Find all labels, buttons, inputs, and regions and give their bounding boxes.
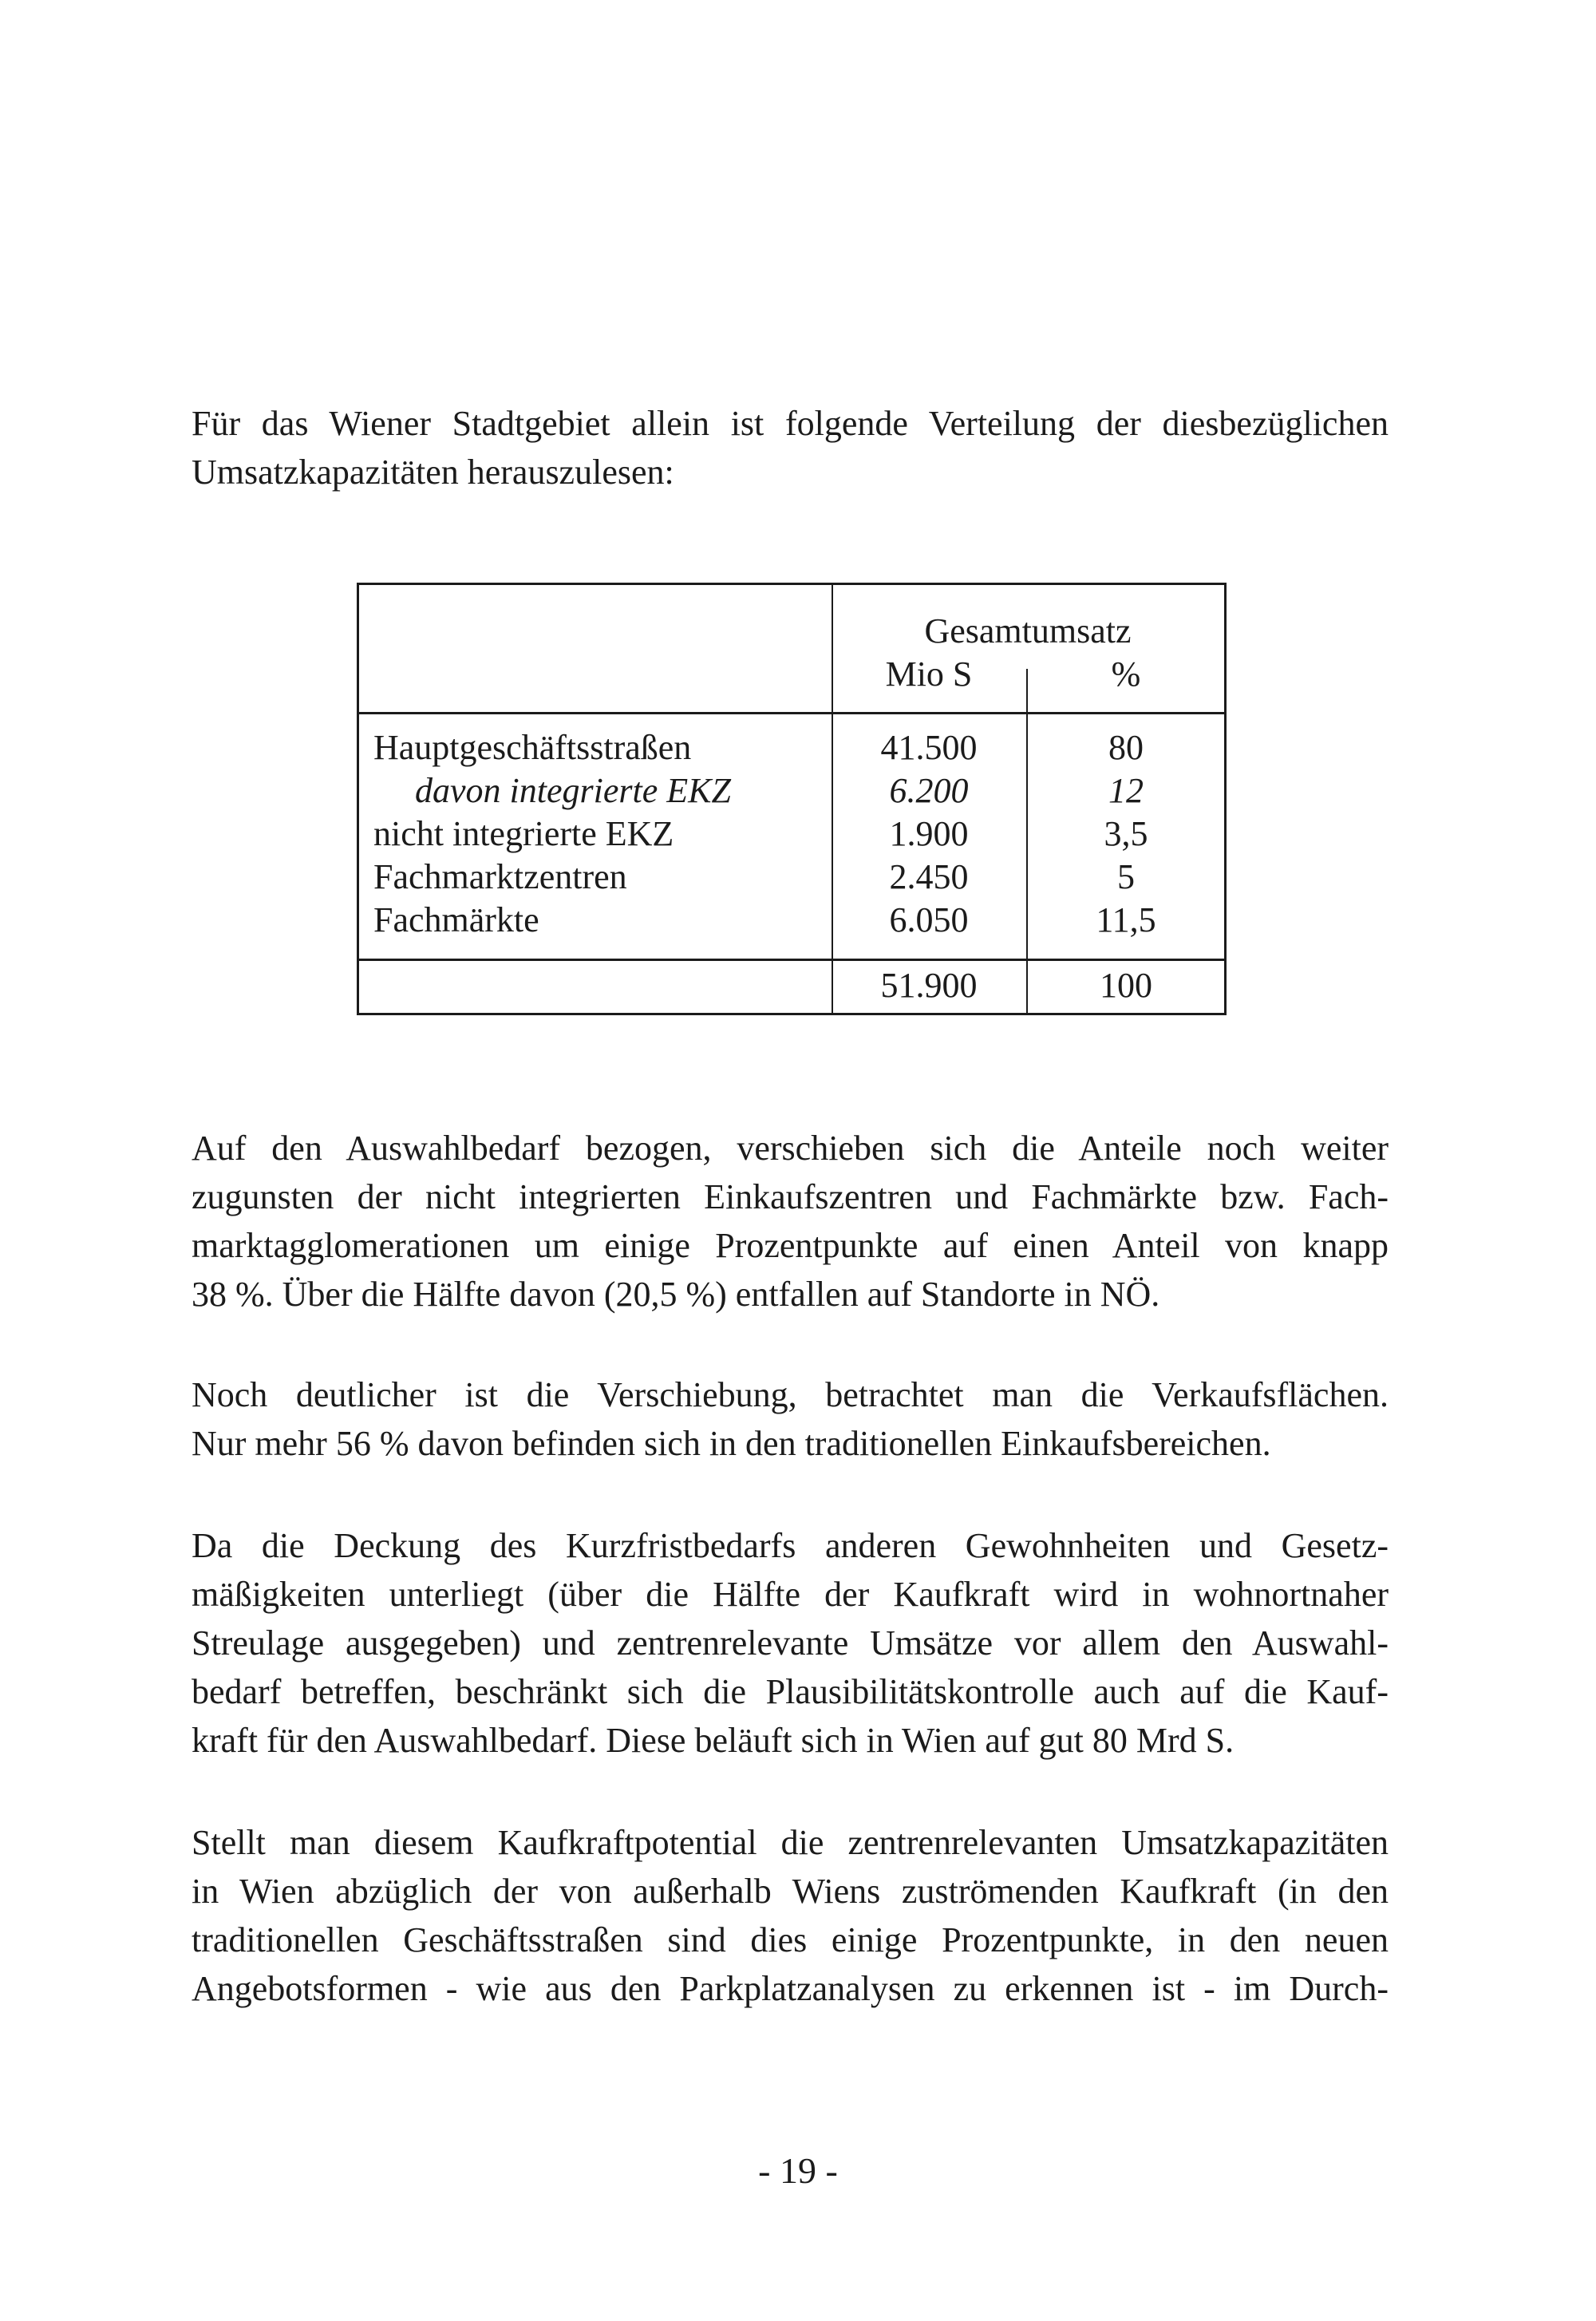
table-total-percent: 100	[1100, 966, 1152, 1005]
table-cell-percent: 5	[1117, 857, 1135, 896]
intro-paragraph	[192, 399, 1389, 496]
intro-line: Für das Wiener Stadtgebiet allein ist folgende Verteilung der diesbezüglichen	[192, 404, 1389, 443]
paragraph-line: zugunsten der nicht integrierten Einkaufszentren und Fachmärkte bzw. Fach-	[192, 1177, 1389, 1216]
paragraph-line: Angebotsformen - wie aus den Parkplatzanalysen zu erkennen ist - im Durch-	[192, 1969, 1389, 2008]
paragraph-line: mäßigkeiten unterliegt (über die Hälfte der Kaufkraft wird in wohnortnaher	[192, 1575, 1389, 1614]
table-cell-percent: 3,5	[1104, 814, 1148, 853]
paragraph-line: bedarf betreffen, beschränkt sich die Plausibilitätskontrolle auch auf die Kauf-	[192, 1672, 1389, 1711]
table-header-total-turnover: Gesamtumsatz	[924, 611, 1132, 650]
table-row-label: nicht integrierte EKZ	[373, 814, 674, 853]
table-cell-mio: 41.500	[880, 728, 978, 767]
table-header-mio: Mio S	[885, 654, 973, 694]
table-row-label: Hauptgeschäftsstraßen	[373, 728, 692, 767]
paragraph	[192, 1370, 1389, 1468]
paragraph-line: Streulage ausgegeben) und zentrenrelevante Umsätze vor allem den Auswahl-	[192, 1623, 1389, 1663]
table-divider	[359, 712, 1224, 714]
table-cell-mio: 2.450	[889, 857, 969, 896]
paragraph	[192, 1521, 1389, 1765]
paragraph-line: traditionellen Geschäftsstraßen sind dies einige Prozentpunkte, in den neuen	[192, 1920, 1389, 1959]
paragraph-line: Nur mehr 56 % davon befinden sich in den traditionellen Einkaufsbereichen.	[192, 1424, 1271, 1463]
paragraph-line: in Wien abzüglich der von außerhalb Wiens zuströmenden Kaufkraft (in den	[192, 1872, 1389, 1911]
paragraph	[192, 1818, 1389, 2013]
paragraph-line: Stellt man diesem Kaufkraftpotential die zentrenrelevanten Umsatzkapazitäten	[192, 1823, 1389, 1862]
paragraph-line: Noch deutlicher ist die Verschiebung, betrachtet man die Verkaufsflächen.	[192, 1375, 1389, 1414]
table-cell-percent: 80	[1108, 728, 1144, 767]
table-cell-mio: 6.200	[889, 771, 969, 810]
paragraph-line: kraft für den Auswahlbedarf. Diese beläuft sich in Wien auf gut 80 Mrd S.	[192, 1721, 1235, 1760]
paragraph-line: Da die Deckung des Kurzfristbedarfs anderen Gewohnheiten und Gesetz-	[192, 1526, 1389, 1565]
table-row-label: Fachmärkte	[373, 900, 539, 939]
page-number: - 19 -	[758, 2150, 838, 2191]
table-divider	[359, 959, 1224, 961]
turnover-table	[357, 583, 1227, 1015]
table-cell-mio: 6.050	[889, 900, 969, 939]
paragraph	[192, 1124, 1389, 1319]
paragraph-line: marktagglomerationen um einige Prozentpunkte auf einen Anteil von knapp	[192, 1226, 1389, 1265]
intro-line: Umsatzkapazitäten herauszulesen:	[192, 453, 674, 492]
table-row-label: Fachmarktzentren	[373, 857, 627, 896]
paragraph-line: 38 %. Über die Hälfte davon (20,5 %) entfallen auf Standorte in NÖ.	[192, 1275, 1160, 1314]
table-cell-percent: 12	[1108, 771, 1144, 810]
table-header-percent: %	[1111, 654, 1141, 694]
table-cell-percent: 11,5	[1096, 900, 1156, 939]
table-row-label: davon integrierte EKZ	[415, 771, 731, 810]
table-cell-mio: 1.900	[889, 814, 969, 853]
paragraph-line: Auf den Auswahlbedarf bezogen, verschieben sich die Anteile noch weiter	[192, 1129, 1389, 1168]
table-total-mio: 51.900	[880, 966, 978, 1005]
